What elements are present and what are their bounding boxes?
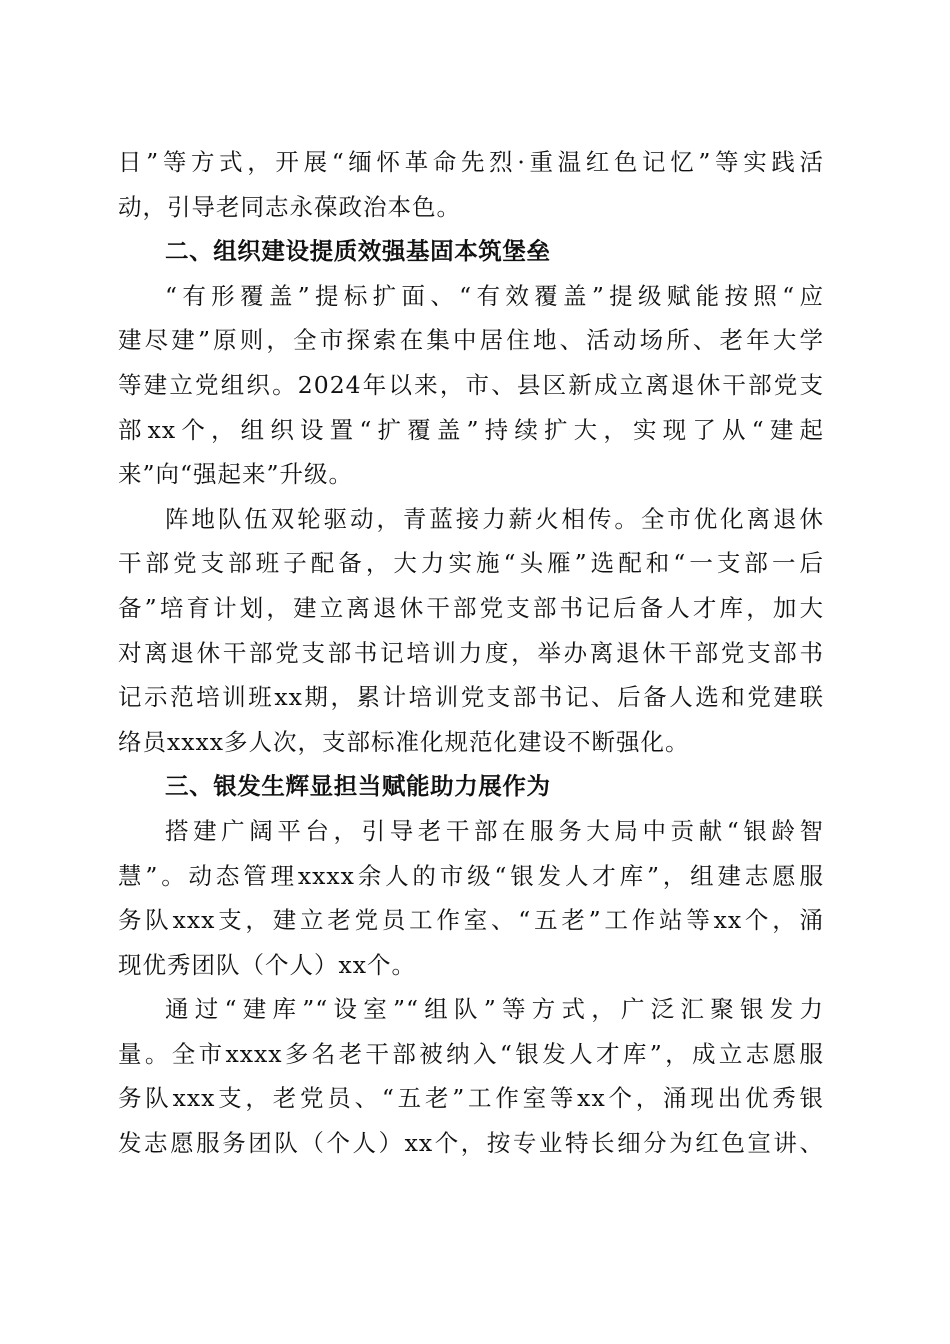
paragraph-line: 备”培育计划，建立离退休干部党支部书记后备人才库，加大 [118,593,824,622]
paragraph-line: 部xx个，组织设置“扩覆盖”持续扩大，实现了从“建起 [118,415,824,444]
paragraph-line: 来”向“强起来”升级。 [118,460,354,489]
paragraph-line: 阵地队伍双轮驱动，青蓝接力薪火相传。全市优化离退休 [165,504,824,533]
paragraph-line: 建尽建”原则，全市探索在集中居住地、活动场所、老年大学 [118,326,824,355]
paragraph-line: 记示范培训班xx期，累计培训党支部书记、后备人选和党建联 [118,683,824,712]
paragraph-line: 发志愿服务团队（个人）xx个，按专业特长细分为红色宣讲、 [118,1129,824,1158]
section-heading: 二、组织建设提质效强基固本筑堡垒 [165,237,551,266]
paragraph-line: 日”等方式，开展“缅怀革命先烈·重温红色记忆”等实践活 [118,148,824,176]
paragraph-line: 慧”。动态管理xxxx余人的市级“银发人才库”，组建志愿服 [118,861,824,890]
section-heading: 三、银发生辉显担当赋能助力展作为 [165,772,551,801]
paragraph-line: 搭建广阔平台，引导老干部在服务大局中贡献“银龄智 [165,816,824,845]
paragraph-line: 量。全市xxxx多名老干部被纳入“银发人才库”，成立志愿服 [118,1039,824,1068]
paragraph-line: “有形覆盖”提标扩面、“有效覆盖”提级赋能按照“应 [165,281,824,310]
paragraph-line: 现优秀团队（个人）xx个。 [118,950,417,979]
paragraph-line: 等建立党组织。2024年以来，市、县区新成立离退休干部党支 [118,370,824,399]
paragraph-line: 务队xxx支，建立老党员工作室、“五老”工作站等xx个，涌 [118,906,824,935]
paragraph-line: 对离退休干部党支部书记培训力度，举办离退休干部党支部书 [118,638,824,667]
paragraph-line: 务队xxx支，老党员、“五老”工作室等xx个，涌现出优秀银 [118,1084,824,1113]
paragraph-line: 络员xxxx多人次，支部标准化规范化建设不断强化。 [118,727,690,756]
paragraph-line: 动，引导老同志永葆政治本色。 [118,192,461,221]
paragraph-line: 干部党支部班子配备，大力实施“头雁”选配和“一支部一后 [118,549,824,578]
paragraph-line: 通过“建库”“设室”“组队”等方式，广泛汇聚银发力 [165,995,824,1024]
